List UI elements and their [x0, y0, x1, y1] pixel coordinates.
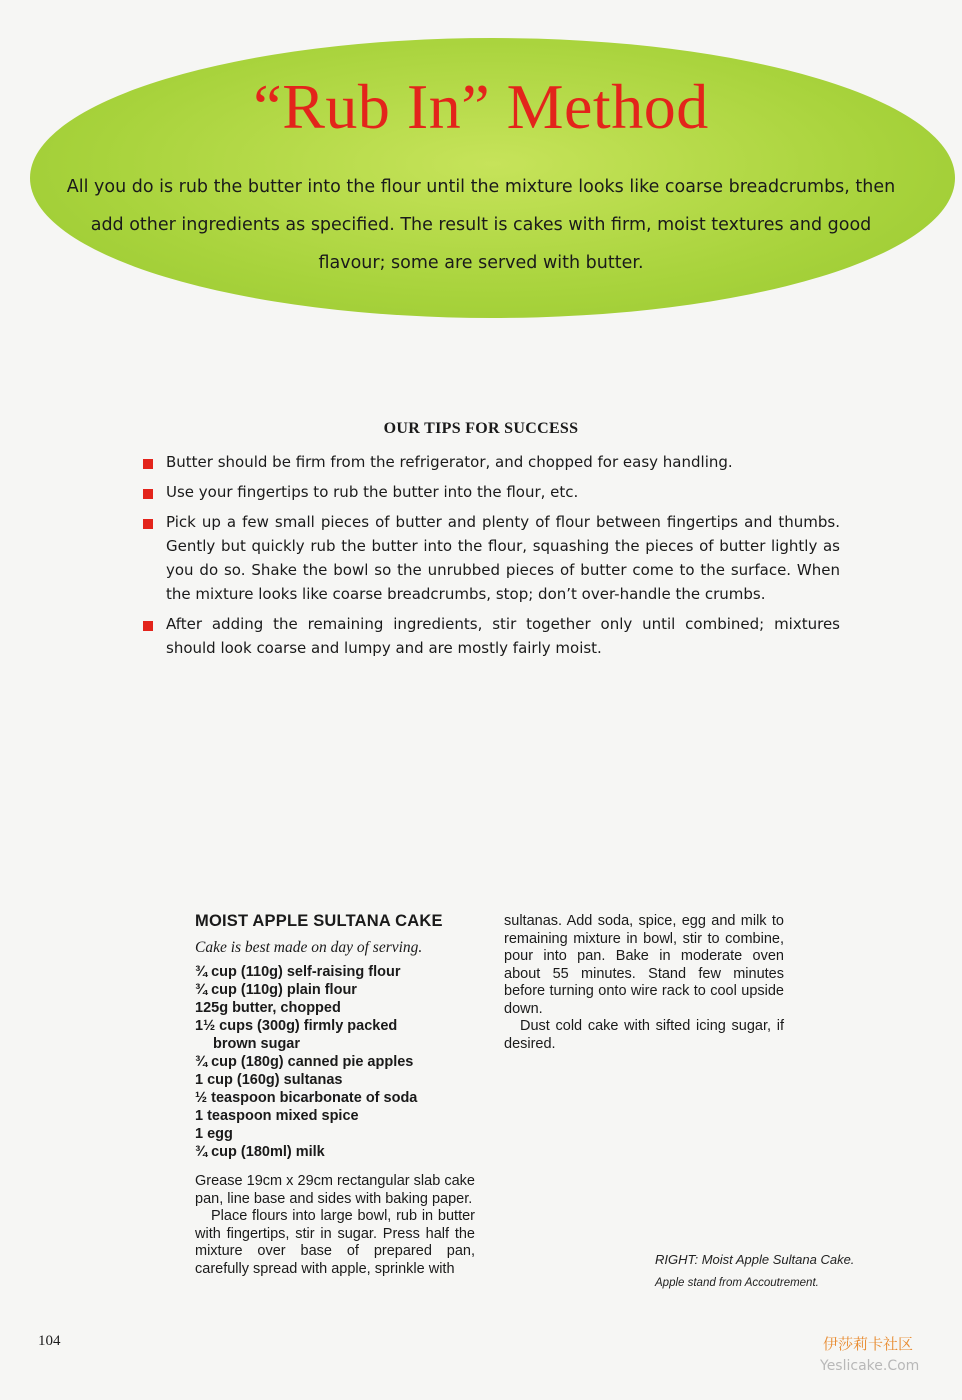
ingredient-item: 1 cup (160g) sultanas [195, 1072, 343, 1088]
intro-paragraph: All you do is rub the butter into the flour until the mixture looks like coarse breadcrumbs, then add other ingredients as specified. The result is cakes with firm, moist textures and good flavour; some are served with butter. [66, 177, 896, 273]
tip-text: Pick up a few small pieces of butter and plenty of flour between fingertips and thumbs. Gently but quickly rub the butter into the flour, squashing the pieces of butter lightly as you do so. Shake the bowl so the unrubbed pieces of butter come to the surface. When the mixture looks like coarse breadcrumbs, stop; don’t over-handle the crumbs. [166, 513, 840, 603]
ingredient-item: ½ teaspoon bicarbonate of soda [195, 1090, 418, 1106]
method-step: Place flours into large bowl, rub in butter with fingertips, stir in sugar. Press half the mixture over base of prepared pan, carefully spread with apple, sprinkle with [195, 1208, 475, 1277]
watermark-url: Yeslicake.Com [820, 1358, 920, 1374]
method-steps [195, 1173, 475, 1278]
tip-text: Butter should be firm from the refrigerator, and chopped for easy handling. [166, 453, 733, 471]
recipe-note: Cake is best made on day of serving. [195, 939, 423, 956]
caption-line: RIGHT: Moist Apple Sultana Cake. [655, 1252, 855, 1267]
watermark-chinese: 伊莎莉卡社区 [823, 1335, 914, 1353]
method-step: Dust cold cake with sifted icing sugar, if desired. [504, 1018, 784, 1052]
ingredient-item: 125g butter, chopped [195, 1000, 341, 1016]
tips-list [140, 450, 840, 666]
ingredient-item: ¾ cup (180ml) milk [195, 1144, 325, 1160]
tip-text: After adding the remaining ingredients, stir together only until combined; mixtures should look coarse and lumpy and are mostly fairly moist. [166, 615, 840, 657]
tip-item [140, 480, 840, 504]
recipe-title: MOIST APPLE SULTANA CAKE [195, 912, 443, 930]
tip-text: Use your fingertips to rub the butter into the flour, etc. [166, 483, 579, 501]
red-square-bullet-icon [143, 621, 153, 631]
ingredient-item: ¾ cup (110g) self-raising flour [195, 964, 401, 980]
red-square-bullet-icon [143, 519, 153, 529]
recipe-column-left [195, 912, 475, 1278]
tip-item [140, 450, 840, 474]
page-title: “Rub In” Method [253, 71, 709, 142]
tip-item [140, 612, 840, 660]
method-step: Grease 19cm x 29cm rectangular slab cake pan, line base and sides with baking paper. [195, 1173, 475, 1207]
caption-credit: Apple stand from Accoutrement. [655, 1277, 819, 1289]
ingredient-item: 1 egg [195, 1126, 233, 1142]
photo-caption [655, 1252, 915, 1289]
method-step: sultanas. Add soda, spice, egg and milk to remaining mixture in bowl, stir to combine, pour into pan. Bake in moderate oven about 55 minutes. Stand few minutes before turning onto wire rack to cool upside down. [504, 913, 784, 1017]
ingredient-item: 1½ cups (300g) firmly packed [195, 1018, 398, 1034]
red-square-bullet-icon [143, 489, 153, 499]
ingredient-item: 1 teaspoon mixed spice [195, 1108, 359, 1124]
recipe-column-right [504, 913, 784, 1053]
ingredient-list [195, 963, 475, 1161]
red-square-bullet-icon [143, 459, 153, 469]
page-number: 104 [38, 1333, 61, 1349]
ingredient-item: ¾ cup (180g) canned pie apples [195, 1054, 414, 1070]
tip-item [140, 510, 840, 606]
ingredient-item: brown sugar [213, 1036, 301, 1052]
ingredient-item: ¾ cup (110g) plain flour [195, 982, 357, 998]
tips-heading: OUR TIPS FOR SUCCESS [383, 420, 579, 437]
